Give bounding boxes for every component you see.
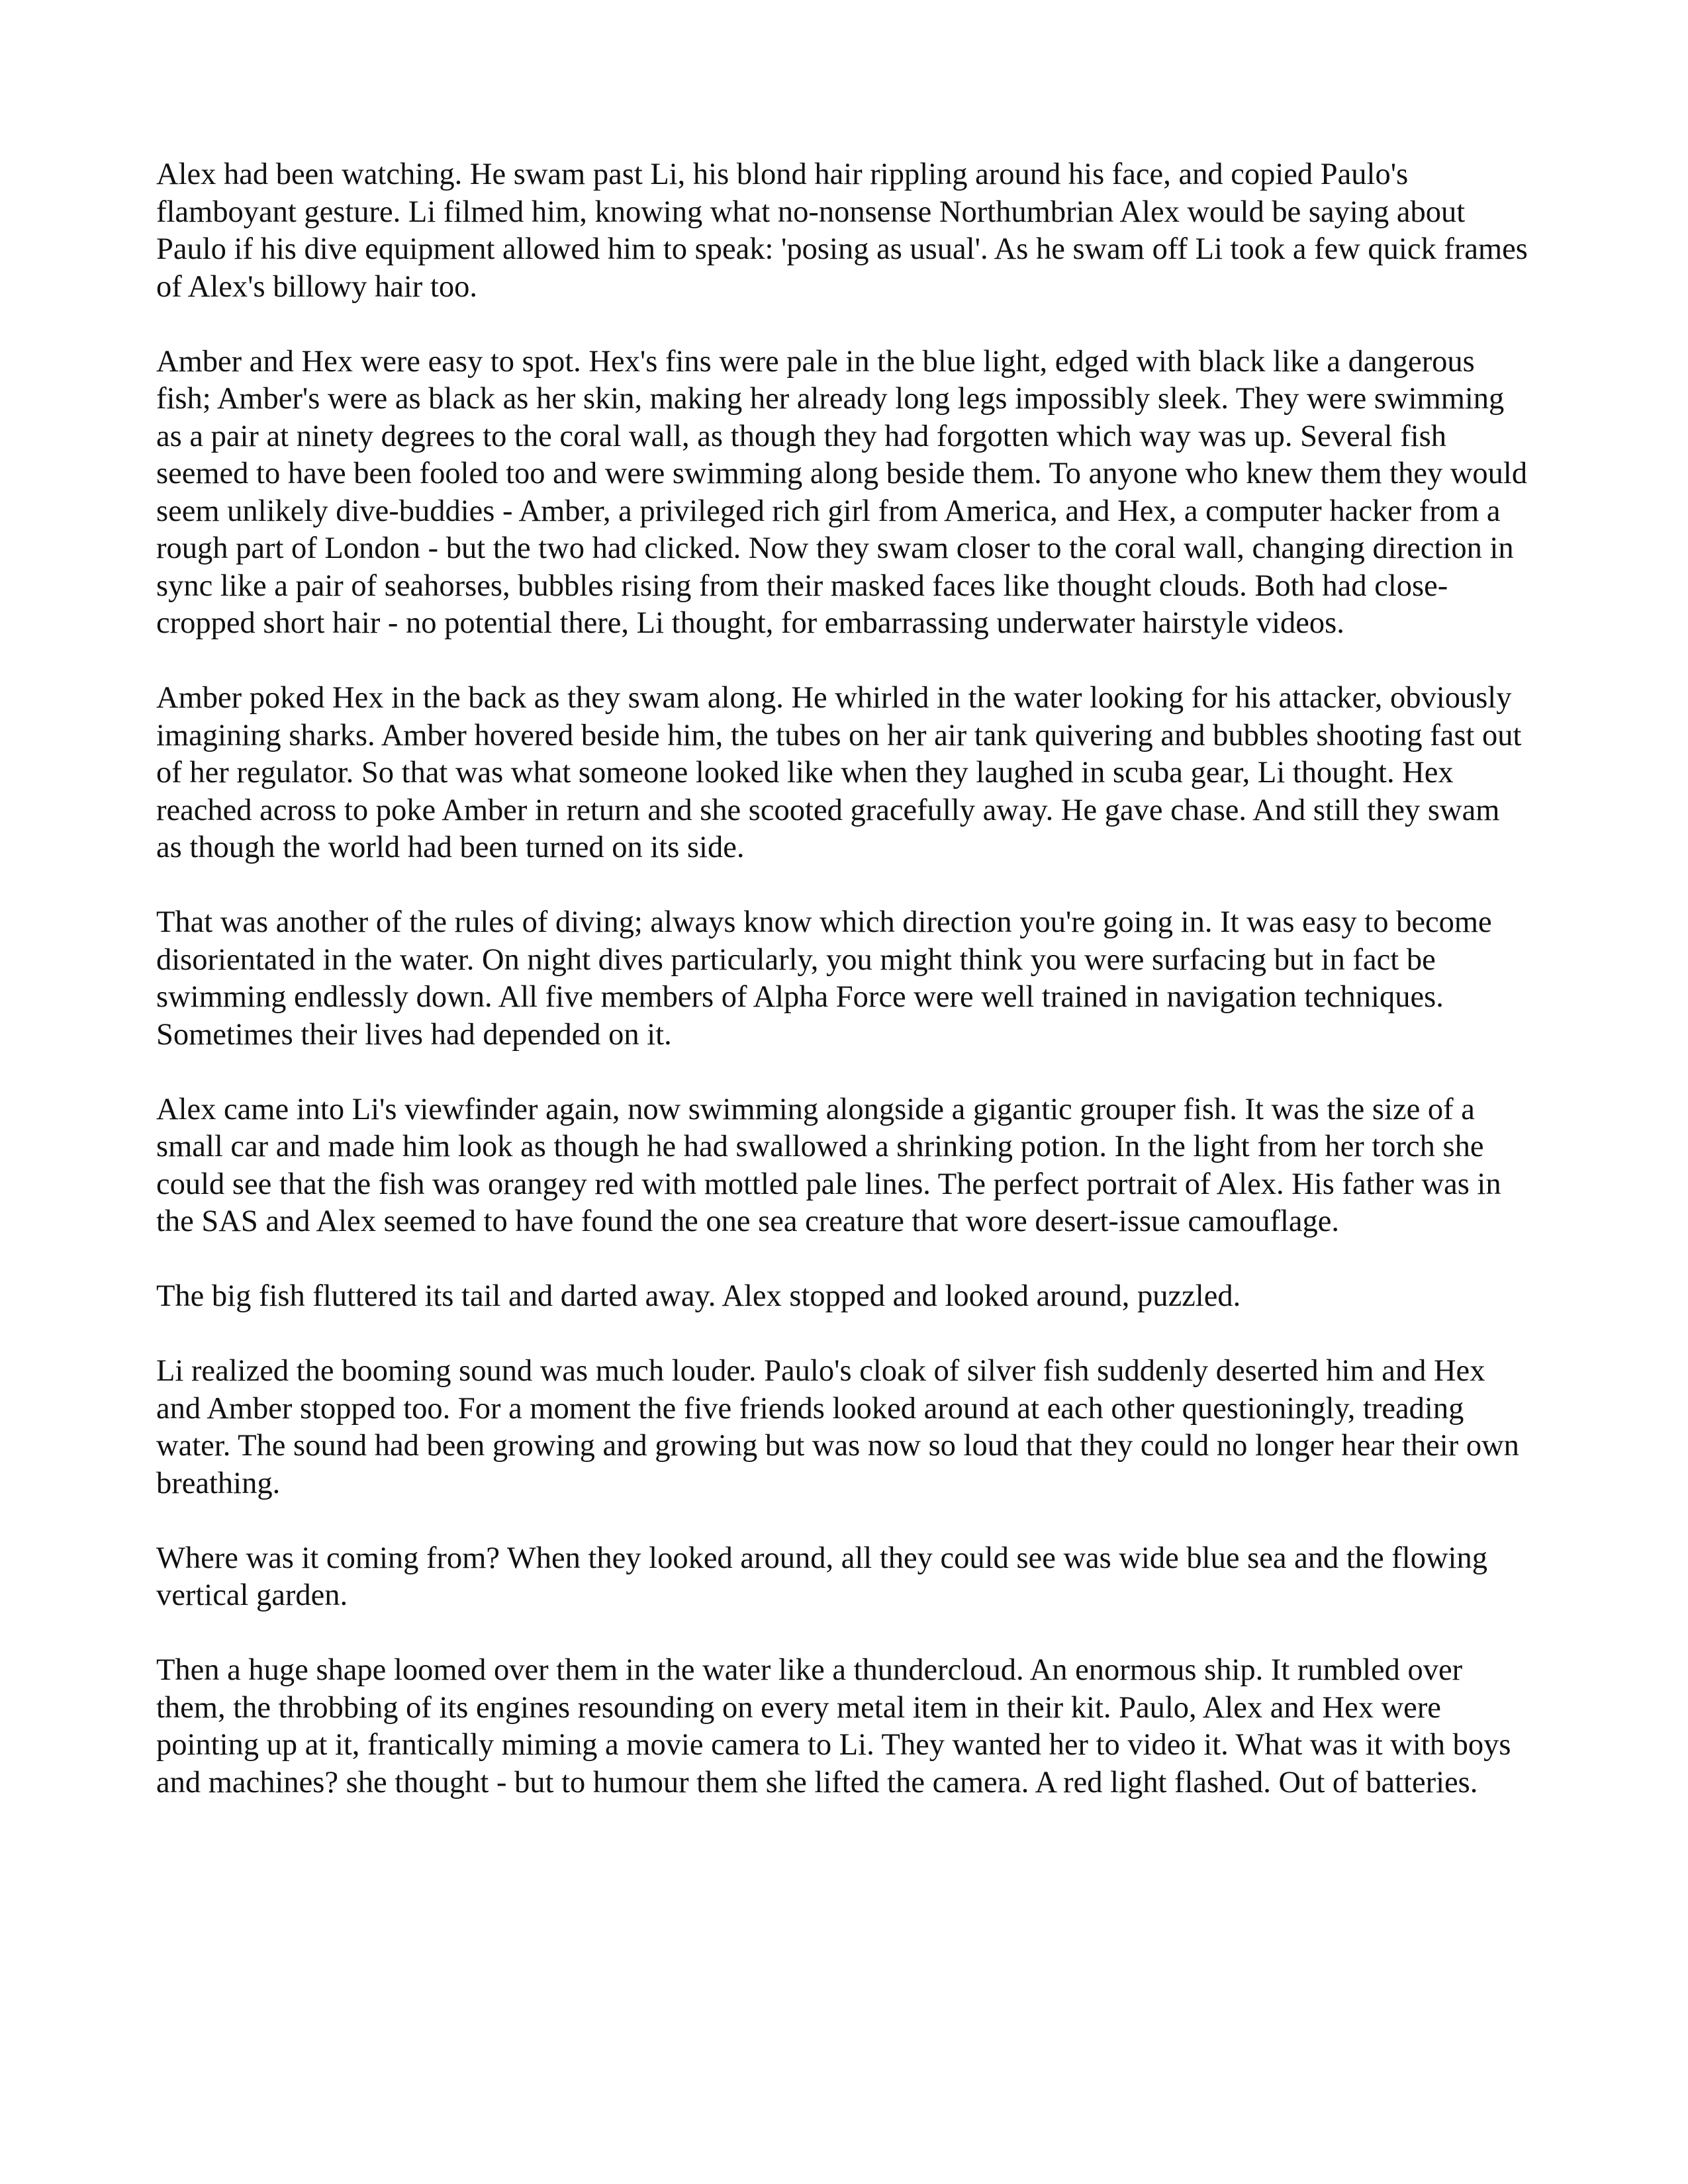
paragraph: Amber and Hex were easy to spot. Hex's fins were pale in the blue light, edged with black like a dangerous fish; Amber's were as black as her skin, making her already long legs impossibly sleek. They were swimming as a pair at ninety degrees to the coral wall, as though they had forgotten which way was up. Several fish seemed to have been fooled too and were swimming along beside them. To anyone who knew them they would seem unlikely dive-buddies - Amber, a privileged rich girl from America, and Hex, a computer hacker from a rough part of London - but the two had clicked. Now they swam closer to the coral wall, changing direction in sync like a pair of seahorses, bubbles rising from their masked faces like thought clouds. Both had close-cropped short hair - no potential there, Li thought, for embarrassing underwater hairstyle videos. [156,344,1528,640]
document-page [156,156,1532,1839]
paragraph: The big fish fluttered its tail and darted away. Alex stopped and looked around, puzzled. [156,1279,1241,1313]
paragraph: Alex had been watching. He swam past Li, his blond hair rippling around his face, and copied Paulo's flamboyant gesture. Li filmed him, knowing what no-nonsense Northumbrian Alex would be saying about Paulo if his dive equipment allowed him to speak: 'posing as usual'. As he swam off Li took a few quick frames of Alex's billowy hair too. [156,158,1528,304]
paragraph: Amber poked Hex in the back as they swam along. He whirled in the water looking for his attacker, obviously imagining sharks. Amber hovered beside him, the tubes on her air tank quivering and bubbles shooting fast out of her regulator. So that was what someone looked like when they laughed in scuba gear, Li thought. Hex reached across to poke Amber in return and she scooted gracefully away. He gave chase. And still they swam as though the world had been turned on its side. [156,681,1522,864]
paragraph: Li realized the booming sound was much louder. Paulo's cloak of silver fish suddenly deserted him and Hex and Amber stopped too. For a moment the five friends looked around at each other questioningly, treading water. The sound had been growing and growing but was now so loud that they could no longer hear their own breathing. [156,1354,1519,1500]
paragraph: Where was it coming from? When they looked around, all they could see was wide blue sea and the flowing vertical garden. [156,1541,1487,1612]
paragraph: Then a huge shape loomed over them in the water like a thundercloud. An enormous ship. It rumbled over them, the throbbing of its engines resounding on every metal item in their kit. Paulo, Alex and Hex were pointing up at it, frantically miming a movie camera to Li. They wanted her to video it. What was it with boys and machines? she thought - but to humour them she lifted the camera. A red light flashed. Out of batteries. [156,1653,1511,1799]
paragraph: Alex came into Li's viewfinder again, now swimming alongside a gigantic grouper fish. It was the size of a small car and made him look as though he had swallowed a shrinking potion. In the light from her torch she could see that the fish was orangey red with mottled pale lines. The perfect portrait of Alex. His father was in the SAS and Alex seemed to have found the one sea creature that wore desert-issue camouflage. [156,1092,1501,1238]
paragraph: That was another of the rules of diving; always know which direction you're going in. It was easy to become disorientated in the water. On night dives particularly, you might think you were surfacing but in fact be swimming endlessly down. All five members of Alpha Force were well trained in navigation techniques. Sometimes their lives had depended on it. [156,905,1492,1052]
